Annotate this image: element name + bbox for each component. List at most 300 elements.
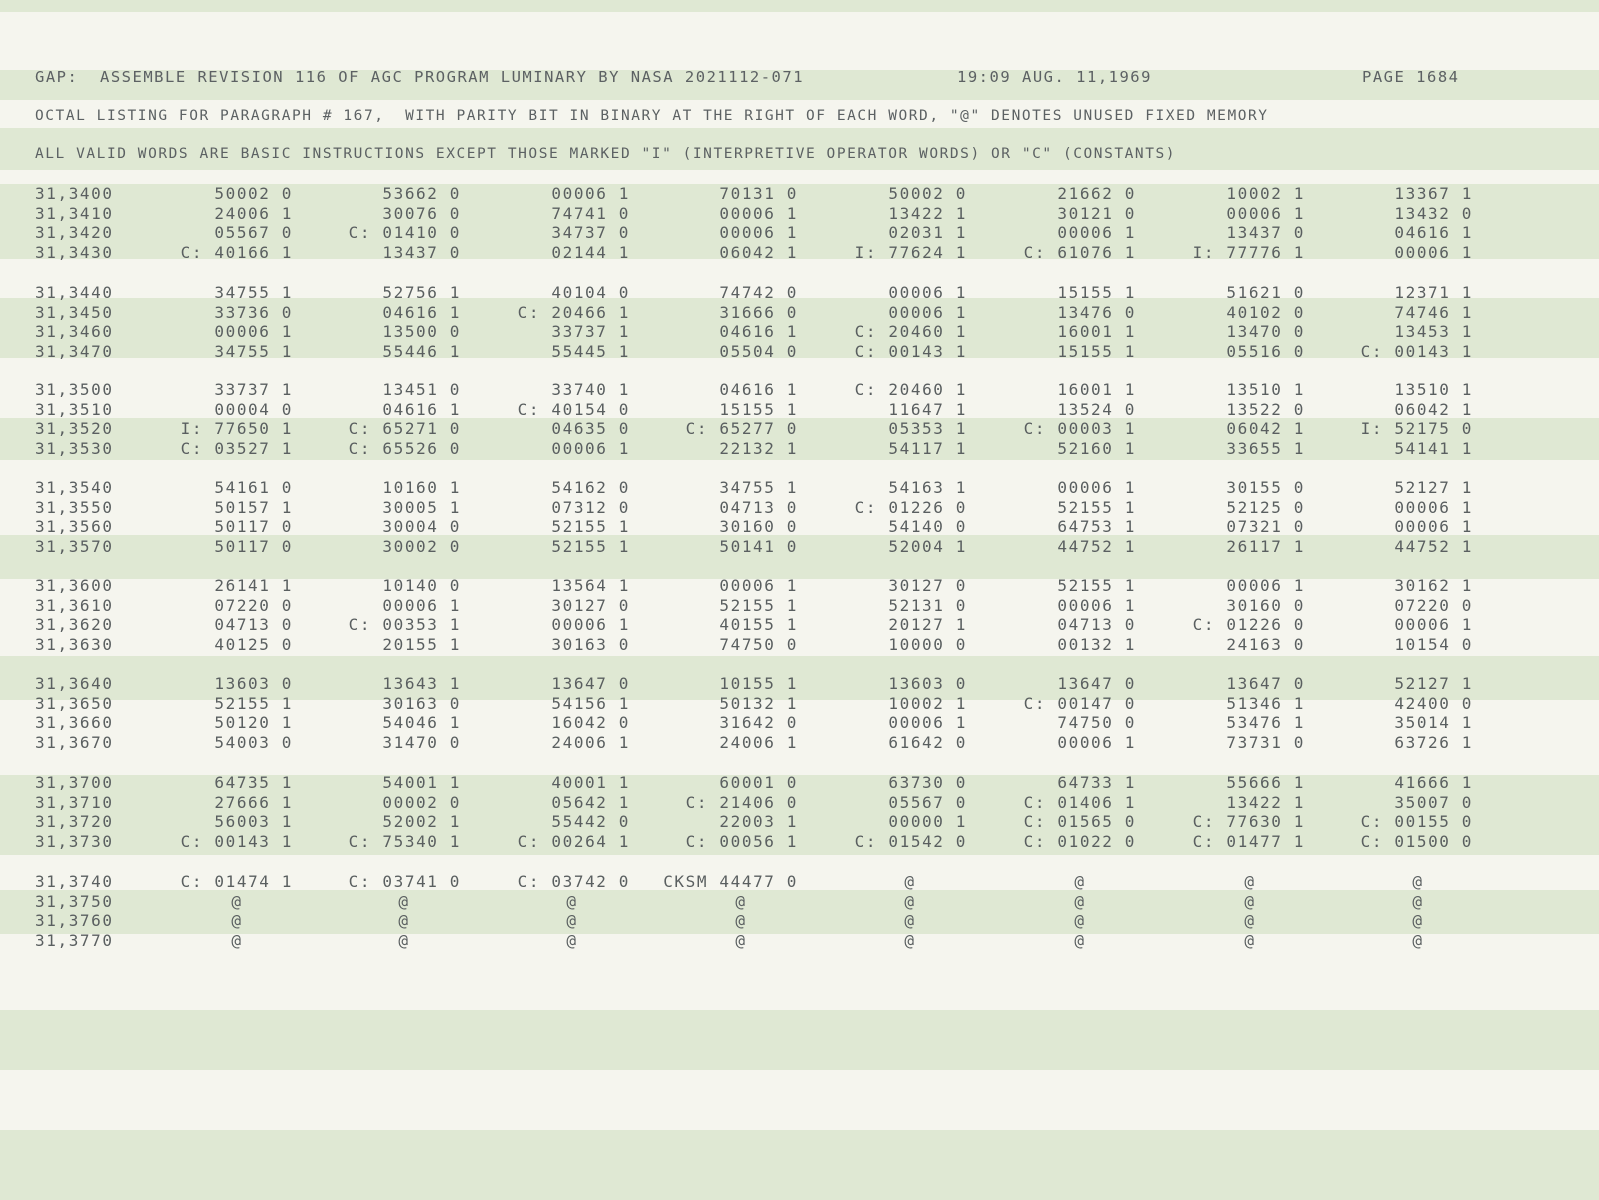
octal-word-cell: 30076 0 (382, 203, 461, 223)
paper-band (0, 1130, 1599, 1200)
table-row (0, 303, 1599, 323)
octal-word-cell: C: 00143 1 (180, 832, 293, 852)
octal-word-cell: C: 01542 0 (854, 832, 967, 852)
octal-word-cell: 20155 1 (382, 635, 461, 655)
octal-word-cell: C: 65526 0 (348, 439, 461, 459)
octal-word-cell: 21662 0 (1057, 184, 1136, 203)
octal-word-cell: 13647 0 (1226, 674, 1305, 693)
octal-word-cell: C: 01500 0 (1360, 832, 1473, 852)
listing-legend: ALL VALID WORDS ARE BASIC INSTRUCTIONS EXCEPT THOSE MARKED "I" (INTERPRETIVE OPERATOR WORDS) OR "C" (CONSTANTS) (35, 146, 1177, 162)
octal-word-cell: C: 21406 0 (685, 792, 798, 812)
octal-word-cell: 70131 0 (719, 184, 798, 203)
octal-word-cell: 50117 0 (214, 517, 293, 537)
octal-word-cell: 35014 1 (1394, 713, 1473, 733)
unused-memory-marker: @ (904, 911, 916, 931)
octal-word-cell: 04713 0 (214, 615, 293, 635)
octal-word-cell: C: 65271 0 (348, 419, 461, 439)
octal-word-cell: C: 20460 1 (854, 322, 967, 342)
octal-word-cell: 50002 0 (214, 184, 293, 203)
octal-word-cell: 13422 1 (888, 203, 967, 223)
octal-word-cell: C: 00147 0 (1023, 693, 1136, 713)
octal-word-cell: 54003 0 (214, 733, 293, 753)
octal-word-cell: 30163 0 (382, 693, 461, 713)
octal-word-cell: 05504 0 (719, 342, 798, 362)
octal-word-cell: 30121 0 (1057, 203, 1136, 223)
octal-word-cell: 52155 1 (214, 693, 293, 713)
table-row (0, 223, 1599, 243)
unused-memory-marker: @ (1412, 891, 1424, 911)
address-cell: 31,3650 (35, 693, 114, 713)
octal-word-cell: 35007 0 (1394, 792, 1473, 812)
octal-word-cell: 34755 1 (719, 478, 798, 497)
address-cell: 31,3610 (35, 595, 114, 615)
octal-word-cell: 30162 1 (1394, 576, 1473, 595)
octal-word-cell: 33740 1 (551, 380, 630, 399)
table-row (0, 694, 1599, 714)
octal-word-cell: 00006 1 (888, 283, 967, 302)
unused-memory-marker: @ (398, 891, 410, 911)
table-row (0, 713, 1599, 733)
table-row (0, 615, 1599, 635)
octal-word-cell: 30155 0 (1226, 478, 1305, 497)
octal-word-cell: 30005 1 (382, 497, 461, 517)
octal-word-cell: C: 00056 1 (685, 832, 798, 852)
octal-word-cell: 52127 1 (1394, 674, 1473, 693)
octal-word-cell: 55446 1 (382, 342, 461, 362)
octal-word-cell: 05642 1 (551, 792, 630, 812)
address-cell: 31,3670 (35, 733, 114, 753)
octal-word-cell: 42400 0 (1394, 693, 1473, 713)
octal-word-cell: 13437 0 (1226, 223, 1305, 243)
octal-word-cell: 13564 1 (551, 576, 630, 595)
octal-word-cell: 04635 0 (551, 419, 630, 439)
table-row (0, 322, 1599, 342)
octal-word-cell: 52155 1 (1057, 497, 1136, 517)
octal-word-cell: 64753 1 (1057, 517, 1136, 537)
octal-word-cell: C: 01226 0 (854, 497, 967, 517)
octal-word-cell: 00006 1 (1057, 733, 1136, 753)
octal-word-cell: 31666 0 (719, 302, 798, 322)
octal-word-cell: 16001 1 (1057, 322, 1136, 342)
octal-word-cell: 05567 0 (214, 223, 293, 243)
octal-word-cell: 30004 0 (382, 517, 461, 537)
listing-subtitle: OCTAL LISTING FOR PARAGRAPH # 167, WITH PARITY BIT IN BINARY AT THE RIGHT OF EACH WORD, "@" DENOTES UNUSED FIXED MEMORY (35, 108, 1269, 124)
octal-word-cell: C: 01410 0 (348, 223, 461, 243)
octal-word-cell: 00006 1 (214, 322, 293, 342)
octal-word-cell: 56003 1 (214, 812, 293, 832)
octal-word-cell: 00006 1 (1394, 517, 1473, 537)
octal-word-cell: 51621 0 (1226, 283, 1305, 302)
octal-word-cell: 26141 1 (214, 576, 293, 595)
octal-word-cell: 40104 0 (551, 283, 630, 302)
octal-word-cell: 04616 1 (719, 380, 798, 399)
octal-word-cell: 13451 0 (382, 380, 461, 399)
octal-word-cell: 52155 1 (551, 517, 630, 537)
octal-word-cell: 07220 0 (214, 595, 293, 615)
octal-word-cell: 61642 0 (888, 733, 967, 753)
octal-word-cell: I: 77650 1 (180, 419, 293, 439)
octal-word-cell: 04713 0 (719, 497, 798, 517)
octal-word-cell: 31642 0 (719, 713, 798, 733)
address-cell: 31,3760 (35, 911, 114, 931)
octal-word-cell: 15155 1 (1057, 342, 1136, 362)
octal-word-cell: C: 03527 1 (180, 439, 293, 459)
table-row (0, 498, 1599, 518)
octal-word-cell: 41666 1 (1394, 773, 1473, 792)
octal-word-cell: 34755 1 (214, 342, 293, 362)
octal-word-cell: 10154 0 (1394, 635, 1473, 655)
octal-word-cell: 31470 0 (382, 733, 461, 753)
octal-word-cell: C: 01406 1 (1023, 792, 1136, 812)
table-row (0, 733, 1599, 753)
octal-word-cell: C: 00003 1 (1023, 419, 1136, 439)
octal-word-cell: 05516 0 (1226, 342, 1305, 362)
table-row (0, 576, 1599, 596)
octal-word-cell: 12371 1 (1394, 283, 1473, 302)
octal-word-cell: 13453 1 (1394, 322, 1473, 342)
octal-word-cell: 54001 1 (382, 773, 461, 792)
octal-word-cell: 30127 0 (551, 595, 630, 615)
unused-memory-marker: @ (1412, 911, 1424, 931)
table-row (0, 283, 1599, 303)
octal-word-cell: 00006 1 (551, 184, 630, 203)
octal-word-cell: 13500 0 (382, 322, 461, 342)
unused-memory-marker: @ (566, 911, 578, 931)
octal-word-cell: 24006 1 (214, 203, 293, 223)
octal-word-cell: 55445 1 (551, 342, 630, 362)
octal-word-cell: 13367 1 (1394, 184, 1473, 203)
octal-word-cell: 10002 1 (1226, 184, 1305, 203)
octal-word-cell: 13647 0 (1057, 674, 1136, 693)
octal-word-cell: 10140 0 (382, 576, 461, 595)
octal-word-cell: 54140 0 (888, 517, 967, 537)
address-cell: 31,3750 (35, 891, 114, 911)
octal-word-cell: 13470 0 (1226, 322, 1305, 342)
table-row (0, 931, 1599, 951)
table-row (0, 400, 1599, 420)
octal-word-cell: C: 00264 1 (517, 832, 630, 852)
octal-word-cell: 33737 1 (551, 322, 630, 342)
octal-word-cell: 15155 1 (719, 399, 798, 419)
octal-word-cell: C: 00353 1 (348, 615, 461, 635)
address-cell: 31,3430 (35, 243, 114, 263)
table-row (0, 812, 1599, 832)
octal-word-cell: 27666 1 (214, 792, 293, 812)
octal-word-cell: 52155 1 (1057, 576, 1136, 595)
octal-word-cell: 54156 1 (551, 693, 630, 713)
octal-word-cell: 02144 1 (551, 243, 630, 263)
octal-word-cell: 52155 1 (719, 595, 798, 615)
octal-word-cell: C: 40154 0 (517, 399, 630, 419)
octal-word-cell: 52127 1 (1394, 478, 1473, 497)
unused-memory-marker: @ (1074, 931, 1086, 951)
octal-word-cell: C: 01474 1 (180, 872, 293, 891)
octal-word-cell: 63730 0 (888, 773, 967, 792)
octal-word-cell: 30127 0 (888, 576, 967, 595)
listing-title: GAP: ASSEMBLE REVISION 116 OF AGC PROGRAM LUMINARY BY NASA 2021112-071 (35, 68, 805, 86)
octal-word-cell: 53662 0 (382, 184, 461, 203)
table-row (0, 439, 1599, 459)
octal-word-cell: 52756 1 (382, 283, 461, 302)
octal-word-cell: 04616 1 (719, 322, 798, 342)
octal-word-cell: 06042 1 (719, 243, 798, 263)
octal-word-cell: 54163 1 (888, 478, 967, 497)
octal-word-cell: 13510 1 (1394, 380, 1473, 399)
octal-word-cell: 00006 1 (1057, 478, 1136, 497)
address-cell: 31,3600 (35, 576, 114, 595)
address-cell: 31,3440 (35, 283, 114, 302)
octal-word-cell: C: 77630 1 (1192, 812, 1305, 832)
octal-word-cell: 13603 0 (214, 674, 293, 693)
octal-word-cell: 15155 1 (1057, 283, 1136, 302)
table-row (0, 380, 1599, 400)
octal-word-cell: 06042 1 (1394, 399, 1473, 419)
unused-memory-marker: @ (231, 931, 243, 951)
octal-word-cell: 00006 1 (1057, 223, 1136, 243)
octal-word-cell: 13476 0 (1057, 302, 1136, 322)
page-number: PAGE 1684 (1362, 68, 1460, 86)
address-cell: 31,3730 (35, 832, 114, 852)
octal-word-cell: 22132 1 (719, 439, 798, 459)
address-cell: 31,3500 (35, 380, 114, 399)
table-row (0, 537, 1599, 557)
octal-word-cell: 16001 1 (1057, 380, 1136, 399)
octal-word-cell: 16042 0 (551, 713, 630, 733)
octal-word-cell: 33737 1 (214, 380, 293, 399)
octal-word-cell: 40125 0 (214, 635, 293, 655)
octal-word-cell: 33655 1 (1226, 439, 1305, 459)
octal-word-cell: 53476 1 (1226, 713, 1305, 733)
octal-word-cell: 55666 1 (1226, 773, 1305, 792)
octal-word-cell: C: 00143 1 (1360, 342, 1473, 362)
octal-word-cell: 04713 0 (1057, 615, 1136, 635)
octal-word-cell: 33736 0 (214, 302, 293, 322)
address-cell: 31,3520 (35, 419, 114, 439)
table-row (0, 872, 1599, 892)
octal-word-cell: 24163 0 (1226, 635, 1305, 655)
octal-word-cell: 52002 1 (382, 812, 461, 832)
octal-word-cell: 44752 1 (1057, 537, 1136, 557)
octal-word-cell: 00006 1 (1226, 576, 1305, 595)
octal-word-cell: 40155 1 (719, 615, 798, 635)
octal-word-cell: 26117 1 (1226, 537, 1305, 557)
unused-memory-marker: @ (398, 931, 410, 951)
octal-word-cell: 10000 0 (888, 635, 967, 655)
octal-word-cell: 74750 0 (1057, 713, 1136, 733)
octal-word-cell: 40001 1 (551, 773, 630, 792)
octal-word-cell: 55442 0 (551, 812, 630, 832)
unused-memory-marker: @ (1074, 872, 1086, 891)
octal-word-cell: 00006 1 (1057, 595, 1136, 615)
unused-memory-marker: @ (398, 911, 410, 931)
octal-word-cell: 10155 1 (719, 674, 798, 693)
octal-word-cell: 74741 0 (551, 203, 630, 223)
unused-memory-marker: @ (566, 891, 578, 911)
table-row (0, 204, 1599, 224)
table-row (0, 793, 1599, 813)
address-cell: 31,3550 (35, 497, 114, 517)
address-cell: 31,3420 (35, 223, 114, 243)
octal-word-cell: 07312 0 (551, 497, 630, 517)
address-cell: 31,3770 (35, 931, 114, 951)
octal-word-cell: 00006 1 (719, 576, 798, 595)
octal-word-cell: 00006 1 (719, 223, 798, 243)
octal-word-cell: 50132 1 (719, 693, 798, 713)
table-row (0, 517, 1599, 537)
octal-word-cell: 50141 0 (719, 537, 798, 557)
octal-word-cell: 10002 1 (888, 693, 967, 713)
octal-word-cell: 52004 1 (888, 537, 967, 557)
unused-memory-marker: @ (904, 931, 916, 951)
octal-word-cell: 00006 1 (1394, 497, 1473, 517)
unused-memory-marker: @ (735, 891, 747, 911)
table-row (0, 773, 1599, 793)
octal-word-cell: C: 65277 0 (685, 419, 798, 439)
octal-word-cell: 52131 0 (888, 595, 967, 615)
octal-word-cell: 13510 1 (1226, 380, 1305, 399)
address-cell: 31,3460 (35, 322, 114, 342)
octal-word-cell: 10160 1 (382, 478, 461, 497)
octal-word-cell: C: 00143 1 (854, 342, 967, 362)
table-row (0, 419, 1599, 439)
octal-word-cell: 52125 0 (1226, 497, 1305, 517)
octal-word-cell: 05567 0 (888, 792, 967, 812)
unused-memory-marker: @ (1074, 891, 1086, 911)
octal-word-cell: 13522 0 (1226, 399, 1305, 419)
octal-word-cell: 00004 0 (214, 399, 293, 419)
table-row (0, 243, 1599, 263)
octal-word-cell: 13647 0 (551, 674, 630, 693)
octal-word-cell: 00006 1 (1226, 203, 1305, 223)
unused-memory-marker: @ (904, 891, 916, 911)
table-row (0, 911, 1599, 931)
octal-word-cell: 63726 1 (1394, 733, 1473, 753)
octal-word-cell: 04616 1 (382, 302, 461, 322)
octal-word-cell: 00132 1 (1057, 635, 1136, 655)
octal-word-cell: 00006 1 (1394, 615, 1473, 635)
octal-word-cell: I: 77776 1 (1192, 243, 1305, 263)
octal-word-cell: 74746 1 (1394, 302, 1473, 322)
octal-word-cell: 04616 1 (382, 399, 461, 419)
unused-memory-marker: @ (904, 872, 916, 891)
address-cell: 31,3400 (35, 184, 114, 203)
octal-word-cell: 40102 0 (1226, 302, 1305, 322)
octal-word-cell: C: 61076 1 (1023, 243, 1136, 263)
octal-word-cell: 13422 1 (1226, 792, 1305, 812)
octal-word-cell: 00006 1 (888, 302, 967, 322)
octal-word-cell: C: 03742 0 (517, 872, 630, 891)
octal-word-cell: C: 00155 0 (1360, 812, 1473, 832)
unused-memory-marker: @ (566, 931, 578, 951)
octal-word-cell: 34737 0 (551, 223, 630, 243)
table-row (0, 342, 1599, 362)
octal-word-cell: C: 20466 1 (517, 302, 630, 322)
octal-word-cell: 13437 0 (382, 243, 461, 263)
octal-word-cell: 07220 0 (1394, 595, 1473, 615)
address-cell: 31,3710 (35, 792, 114, 812)
table-row (0, 596, 1599, 616)
address-cell: 31,3640 (35, 674, 114, 693)
octal-word-cell: 64735 1 (214, 773, 293, 792)
octal-word-cell: 00006 1 (719, 203, 798, 223)
octal-word-cell: 64733 1 (1057, 773, 1136, 792)
octal-word-cell: 22003 1 (719, 812, 798, 832)
table-row (0, 832, 1599, 852)
unused-memory-marker: @ (1412, 931, 1424, 951)
address-cell: 31,3660 (35, 713, 114, 733)
octal-word-cell: C: 20460 1 (854, 380, 967, 399)
octal-word-cell: 20127 1 (888, 615, 967, 635)
unused-memory-marker: @ (1412, 872, 1424, 891)
address-cell: 31,3530 (35, 439, 114, 459)
unused-memory-marker: @ (231, 911, 243, 931)
address-cell: 31,3570 (35, 537, 114, 557)
octal-word-cell: 74750 0 (719, 635, 798, 655)
unused-memory-marker: @ (735, 931, 747, 951)
octal-word-cell: 50002 0 (888, 184, 967, 203)
octal-word-cell: 13524 0 (1057, 399, 1136, 419)
table-row (0, 478, 1599, 498)
octal-word-cell: 50120 1 (214, 713, 293, 733)
octal-word-cell: 11647 1 (888, 399, 967, 419)
address-cell: 31,3720 (35, 812, 114, 832)
octal-word-cell: 00006 1 (551, 615, 630, 635)
address-cell: 31,3410 (35, 203, 114, 223)
octal-word-cell: 24006 1 (551, 733, 630, 753)
address-cell: 31,3450 (35, 302, 114, 322)
octal-word-cell: C: 01022 0 (1023, 832, 1136, 852)
unused-memory-marker: @ (1244, 872, 1256, 891)
octal-word-cell: 54141 1 (1394, 439, 1473, 459)
paper-band (0, 0, 1599, 12)
octal-word-cell: 54117 1 (888, 439, 967, 459)
octal-word-cell: 00006 1 (382, 595, 461, 615)
octal-word-cell: 13643 1 (382, 674, 461, 693)
octal-word-cell: C: 03741 0 (348, 872, 461, 891)
octal-word-cell: C: 01226 0 (1192, 615, 1305, 635)
address-cell: 31,3540 (35, 478, 114, 497)
octal-word-cell: 06042 1 (1226, 419, 1305, 439)
octal-word-cell: 04616 1 (1394, 223, 1473, 243)
octal-word-cell: 13603 0 (888, 674, 967, 693)
octal-word-cell: C: 01477 1 (1192, 832, 1305, 852)
address-cell: 31,3740 (35, 872, 114, 891)
octal-word-cell: 30002 0 (382, 537, 461, 557)
unused-memory-marker: @ (231, 891, 243, 911)
address-cell: 31,3470 (35, 342, 114, 362)
octal-word-cell: 30163 0 (551, 635, 630, 655)
address-cell: 31,3620 (35, 615, 114, 635)
octal-word-cell: C: 01565 0 (1023, 812, 1136, 832)
octal-word-cell: I: 77624 1 (854, 243, 967, 263)
octal-word-cell: CKSM 44477 0 (663, 872, 798, 891)
octal-word-cell: 13432 0 (1394, 203, 1473, 223)
octal-word-cell: 51346 1 (1226, 693, 1305, 713)
octal-word-cell: 05353 1 (888, 419, 967, 439)
unused-memory-marker: @ (1244, 911, 1256, 931)
address-cell: 31,3700 (35, 773, 114, 792)
octal-word-cell: 30160 0 (1226, 595, 1305, 615)
address-cell: 31,3510 (35, 399, 114, 419)
octal-word-cell: I: 52175 0 (1360, 419, 1473, 439)
octal-word-cell: 00000 1 (888, 812, 967, 832)
unused-memory-marker: @ (1244, 931, 1256, 951)
octal-word-cell: 00006 1 (888, 713, 967, 733)
octal-word-cell: 00006 1 (551, 439, 630, 459)
assembly-timestamp: 19:09 AUG. 11,1969 (957, 68, 1152, 86)
octal-word-cell: 44752 1 (1394, 537, 1473, 557)
octal-word-cell: 50117 0 (214, 537, 293, 557)
